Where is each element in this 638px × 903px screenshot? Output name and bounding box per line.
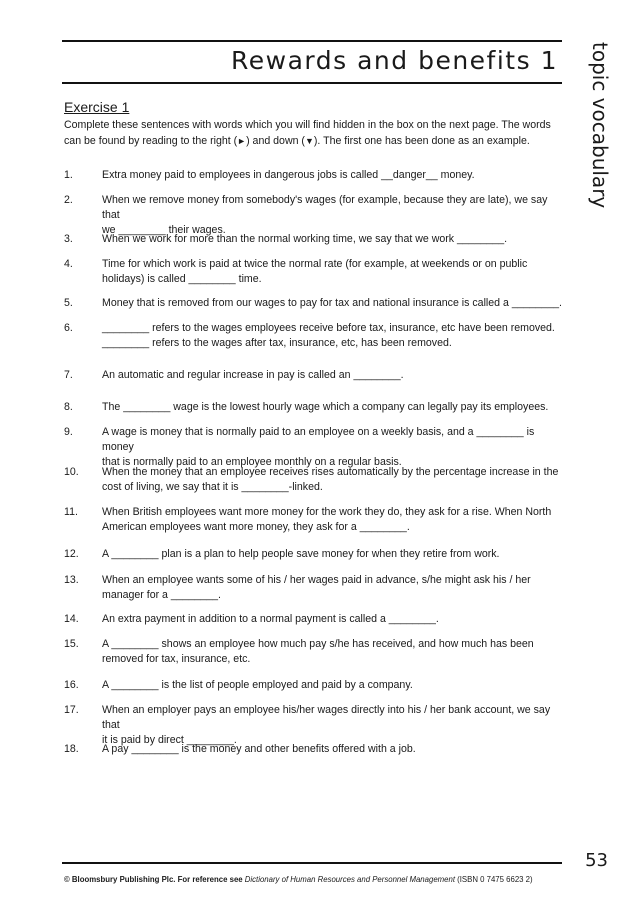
footer-isbn: (ISBN 0 7475 6623 2) (457, 875, 533, 884)
question-item (64, 193, 564, 236)
question-line: A ________ plan is a plan to help people save money for when they retire from work. (102, 548, 500, 560)
question-line: Money that is removed from our wages to pay for tax and national insurance is called a ________. (102, 297, 562, 309)
question-line: American employees want more money, they ask for a ________. (102, 521, 410, 533)
question-number: 16. (64, 679, 79, 691)
question-line: ________ refers to the wages employees receive before tax, insurance, etc have been removed. (102, 322, 555, 334)
question-number: 7. (64, 369, 73, 381)
question-line: Time for which work is paid at twice the normal rate (for example, at weekends or on public (102, 258, 528, 270)
question-text (102, 232, 564, 247)
question-line: When we work for more than the normal working time, we say that we work ________. (102, 233, 508, 245)
intro-line-2b: ) and down ( (246, 135, 305, 147)
question-text (102, 425, 564, 470)
question-item (64, 232, 564, 247)
question-number: 10. (64, 466, 79, 478)
question-number: 3. (64, 233, 73, 245)
question-line: When the money that an employee receives rises automatically by the percentage increase in the (102, 466, 559, 478)
question-number: 12. (64, 548, 79, 560)
question-item (64, 296, 564, 311)
question-number: 8. (64, 401, 73, 413)
question-line: A ________ shows an employee how much pay s/he has received, and how much has been (102, 638, 534, 650)
footer-publisher: © Bloomsbury Publishing Plc. For reference see (64, 875, 243, 884)
question-text (102, 547, 564, 562)
bottom-rule (62, 862, 562, 864)
question-line: Extra money paid to employees in dangerous jobs is called __danger__ money. (102, 169, 475, 181)
question-line: When an employee wants some of his / her wages paid in advance, s/he might ask his / her (102, 574, 531, 586)
question-line: An automatic and regular increase in pay is called an ________. (102, 369, 404, 381)
side-tab (575, 40, 625, 209)
top-rule (62, 40, 562, 42)
page-title: Rewards and benefits 1 (231, 46, 558, 75)
question-text (102, 321, 564, 351)
intro-line-1: Complete these sentences with words which you will find hidden in the box on the next page. The words (64, 119, 551, 131)
question-text (102, 400, 564, 415)
question-text (102, 637, 564, 667)
question-item (64, 168, 564, 183)
title-rule (62, 82, 562, 84)
intro-line-2c: ). The first one has been done as an example. (313, 135, 530, 147)
arrow-right-icon: ► (237, 136, 247, 146)
question-line: A wage is money that is normally paid to an employee on a weekly basis, and a ________ is money (102, 426, 535, 453)
question-number: 13. (64, 574, 79, 586)
question-number: 1. (64, 169, 73, 181)
question-item (64, 573, 564, 603)
question-number: 14. (64, 613, 79, 625)
question-item (64, 678, 564, 693)
question-number: 2. (64, 194, 73, 206)
question-item (64, 465, 564, 495)
question-text (102, 168, 564, 183)
exercise-heading: Exercise 1 (64, 99, 130, 115)
question-line: When an employer pays an employee his/her wages directly into his / her bank account, we say that (102, 704, 551, 731)
question-text (102, 573, 564, 603)
question-text (102, 742, 564, 757)
question-line: When we remove money from somebody's wages (for example, because they are late), we say that (102, 194, 548, 221)
question-item (64, 505, 564, 535)
question-item (64, 400, 564, 415)
question-line: The ________ wage is the lowest hourly wage which a company can legally pay its employees. (102, 401, 549, 413)
question-number: 11. (64, 506, 78, 518)
question-text (102, 505, 564, 535)
side-tab-label: topic vocabulary (588, 42, 612, 209)
question-number: 17. (64, 704, 79, 716)
question-text (102, 296, 564, 311)
question-number: 5. (64, 297, 73, 309)
question-text (102, 368, 564, 383)
exercise-instructions (64, 117, 564, 149)
question-item (64, 742, 564, 757)
question-text (102, 678, 564, 693)
question-line: An extra payment in addition to a normal payment is called a ________. (102, 613, 439, 625)
question-line: ________ refers to the wages after tax, insurance, etc, has been removed. (102, 337, 452, 349)
question-line: A pay ________ is the money and other benefits offered with a job. (102, 743, 416, 755)
question-number: 9. (64, 426, 73, 438)
question-text (102, 257, 564, 287)
question-line: A ________ is the list of people employed and paid by a company. (102, 679, 413, 691)
question-line: we ________ their wages. (102, 224, 226, 236)
question-number: 15. (64, 638, 79, 650)
question-line: manager for a ________. (102, 589, 221, 601)
arrow-down-icon: ▼ (304, 136, 314, 146)
question-text (102, 465, 564, 495)
question-line: When British employees want more money for the work they do, they ask for a rise. When North (102, 506, 552, 518)
question-item (64, 257, 564, 287)
question-text (102, 612, 564, 627)
question-item (64, 368, 564, 383)
question-item (64, 612, 564, 627)
question-item (64, 547, 564, 562)
question-line: removed for tax, insurance, etc. (102, 653, 251, 665)
footer-book-title: Dictionary of Human Resources and Personnel Management (244, 875, 455, 884)
question-item (64, 425, 564, 468)
intro-line-2a: can be found by reading to the right ( (64, 135, 238, 147)
page-number: 53 (585, 850, 608, 871)
question-number: 6. (64, 322, 73, 334)
question-line: that is normally paid to an employee monthly on a regular basis. (102, 456, 402, 468)
question-item (64, 637, 564, 667)
question-number: 18. (64, 743, 79, 755)
question-number: 4. (64, 258, 73, 270)
question-line: holidays) is called ________ time. (102, 273, 262, 285)
question-item (64, 321, 564, 351)
footer (64, 875, 533, 884)
question-line: cost of living, we say that it is ________-linked. (102, 481, 323, 493)
question-item (64, 703, 564, 746)
question-line: it is paid by direct ________. (102, 734, 237, 746)
